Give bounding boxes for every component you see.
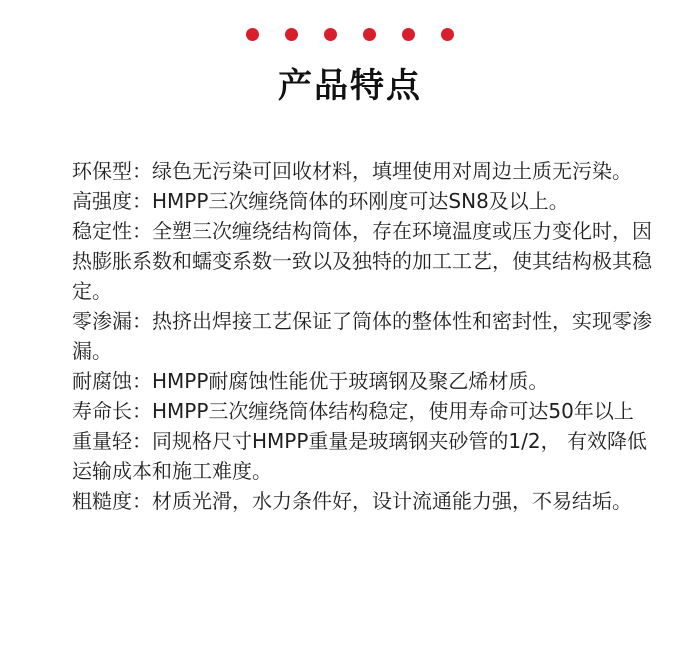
feature-text: HMPP三次缠绕筒体结构稳定，使用寿命可达50年以上	[152, 399, 634, 423]
dot-icon	[441, 28, 454, 41]
feature-text: HMPP三次缠绕筒体的环刚度可达SN8及以上。	[152, 189, 569, 213]
page-title: 产品特点	[278, 66, 422, 106]
feature-eco	[72, 156, 654, 186]
feature-text: 同规格尺寸HMPP重量是玻璃钢夹砂管的1/2， 有效降低运输成本和施工难度。	[72, 429, 647, 483]
dot-icon	[402, 28, 415, 41]
dot-icon	[363, 28, 376, 41]
feature-text: HMPP耐腐蚀性能优于玻璃钢及聚乙烯材质。	[152, 369, 549, 393]
dot-icon	[246, 28, 259, 41]
feature-label: 零渗漏：	[72, 309, 152, 333]
feature-label: 环保型：	[72, 159, 152, 183]
feature-label: 重量轻：	[72, 429, 152, 453]
feature-label: 耐腐蚀：	[72, 369, 152, 393]
feature-zero-leak	[72, 306, 654, 366]
feature-text: 热挤出焊接工艺保证了筒体的整体性和密封性，实现零渗漏。	[72, 309, 652, 363]
feature-roughness	[72, 486, 654, 516]
feature-label: 寿命长：	[72, 399, 152, 423]
feature-text: 全塑三次缠绕结构筒体，存在环境温度或压力变化时，因热膨胀系数和蠕变系数一致以及独特的加工工艺，使其结构极其稳定。	[72, 219, 652, 303]
feature-lifespan	[72, 396, 654, 426]
feature-text: 材质光滑，水力条件好，设计流通能力强，不易结垢。	[152, 489, 632, 513]
dot-icon	[285, 28, 298, 41]
feature-corrosion	[72, 366, 654, 396]
feature-strength	[72, 186, 654, 216]
decorative-dots	[0, 28, 700, 41]
feature-lightweight	[72, 426, 654, 486]
feature-label: 粗糙度：	[72, 489, 152, 513]
feature-list	[72, 156, 654, 516]
feature-stability	[72, 216, 654, 306]
feature-text: 绿色无污染可回收材料，填埋使用对周边土质无污染。	[152, 159, 632, 183]
feature-label: 高强度：	[72, 189, 152, 213]
feature-label: 稳定性：	[72, 219, 152, 243]
dot-icon	[324, 28, 337, 41]
